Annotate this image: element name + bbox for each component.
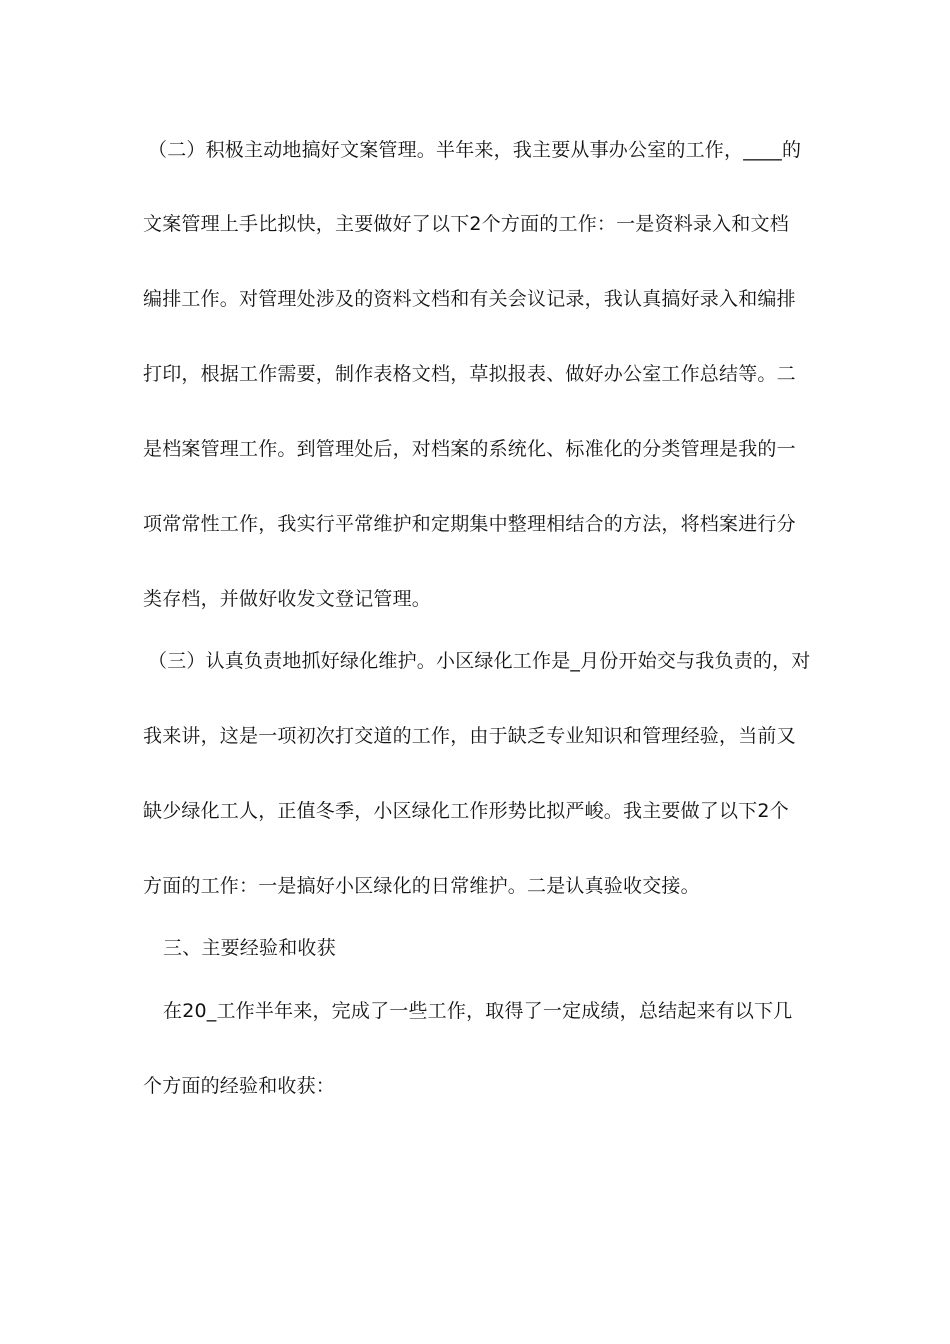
section-heading: 三、主要经验和收获	[163, 937, 336, 959]
paragraph-3-line-4: 方面的工作：一是搞好小区绿化的日常维护。二是认真验收交接。	[143, 875, 700, 897]
paragraph-3-line-1: （三）认真负责地抓好绿化维护。小区绿化工作是_月份开始交与我负责的，对	[148, 650, 811, 672]
paragraph-2-line-1: （二）积极主动地搞好文案管理。半年来，我主要从事办公室的工作，____的	[148, 139, 802, 161]
paragraph-2-line-5: 是档案管理工作。到管理处后，对档案的系统化、标准化的分类管理是我的一	[143, 438, 796, 460]
paragraph-2-line-6: 项常常性工作，我实行平常维护和定期集中整理相结合的方法，将档案进行分	[143, 513, 796, 535]
paragraph-3-line-3: 缺少绿化工人，正值冬季，小区绿化工作形势比拟严峻。我主要做了以下2个	[143, 800, 789, 822]
paragraph-3-line-2: 我来讲，这是一项初次打交道的工作，由于缺乏专业知识和管理经验，当前又	[143, 725, 796, 747]
paragraph-2-line-2: 文案管理上手比拟快，主要做好了以下2个方面的工作：一是资料录入和文档	[143, 213, 789, 235]
paragraph-2-line-4: 打印，根据工作需要，制作表格文档，草拟报表、做好办公室工作总结等。二	[143, 363, 796, 385]
paragraph-4-line-2: 个方面的经验和收获：	[143, 1075, 336, 1097]
paragraph-4-line-1: 在20_工作半年来，完成了一些工作，取得了一定成绩，总结起来有以下几	[163, 1000, 793, 1022]
paragraph-2-line-3: 编排工作。对管理处涉及的资料文档和有关会议记录，我认真搞好录入和编排	[143, 288, 796, 310]
paragraph-2-line-7: 类存档，并做好收发文登记管理。	[143, 588, 432, 610]
